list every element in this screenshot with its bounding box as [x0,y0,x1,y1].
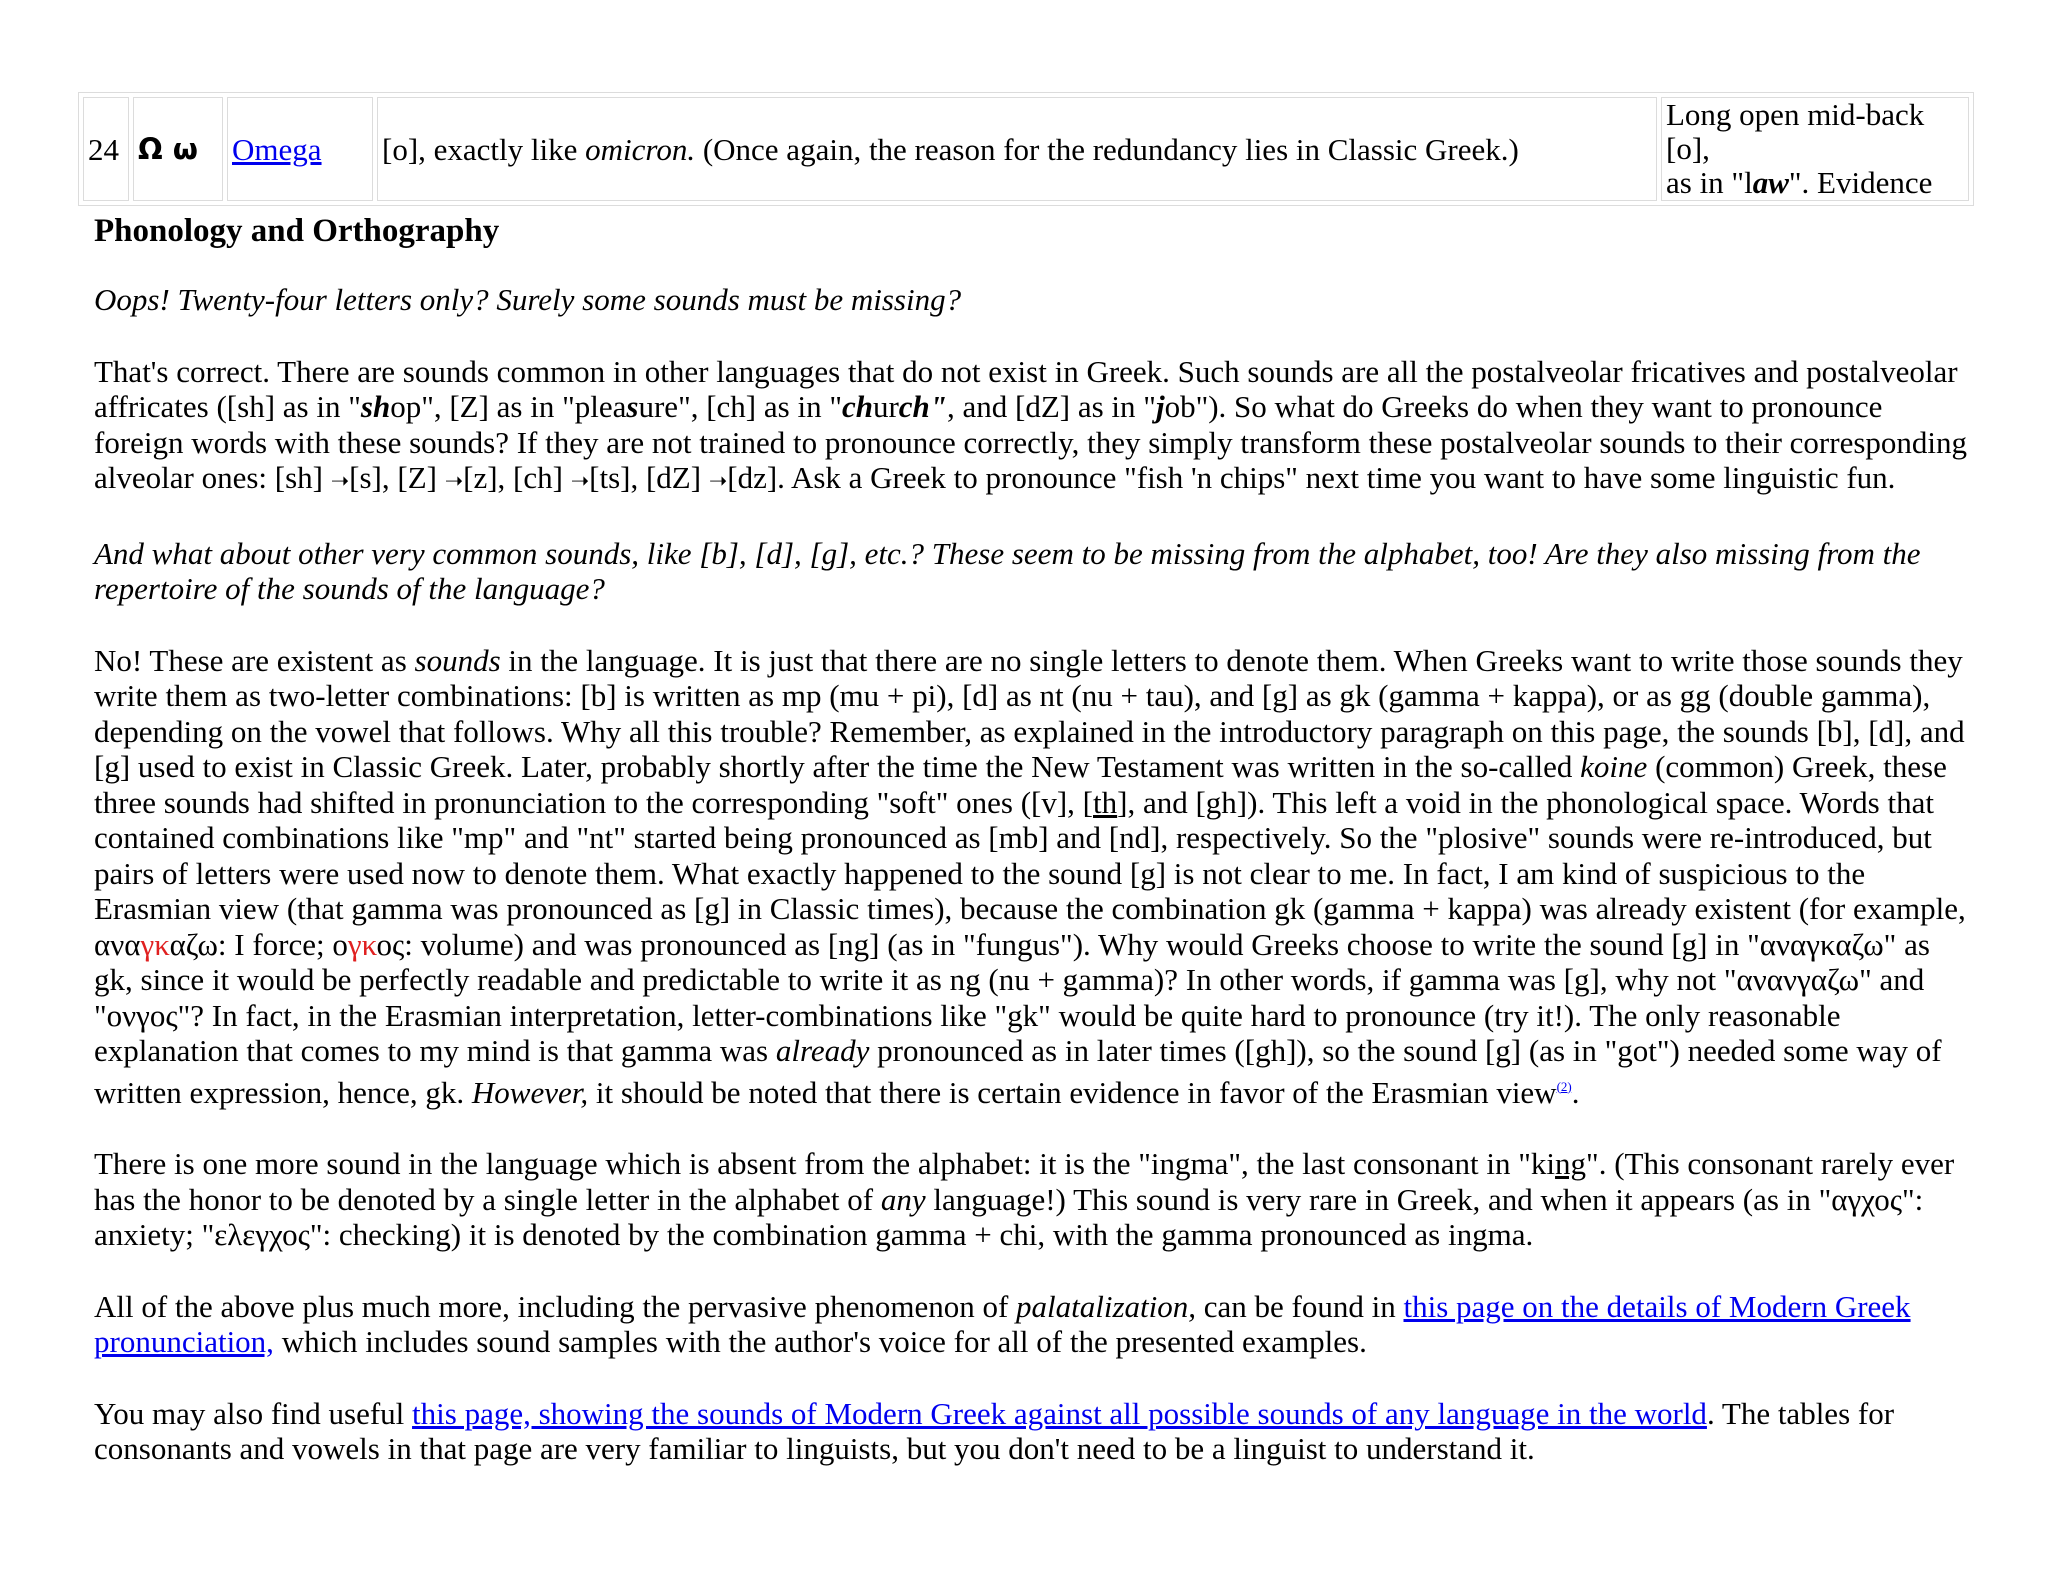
table-row [83,97,1969,201]
text: ur [872,389,899,424]
text: No! These are existent as [94,642,415,678]
emphasis: palatalization, [1016,1288,1197,1324]
text: , and [dZ] as in " [947,389,1156,424]
emphasis: sh [360,389,391,424]
omega-link[interactable]: Omega [232,131,322,167]
text: ob"). So what do Greeks do when they want to pronounce foreign words with these sounds? If they are not trained to pronounce correctly, they simply transform these postalveolar sounds to their corresponding alveolar ones: [sh] [94,389,1968,495]
text: ". (This consonant rarely ever has the honor to be denoted by a single letter in the alphabet of [94,1146,1955,1217]
letter-pronunciation-cell [1661,97,1969,201]
pronunciation-details-link[interactable]: this page on the details of Modern Greek pronunciation, [94,1288,1911,1359]
letter-description-cell [377,97,1657,201]
pronunciation-text: ". Evidence [1788,165,1933,200]
text: . The tables for consonants and vowels in that page are very familiar to linguists, but you don't need to be a linguist to understand it. [94,1395,1895,1466]
letter-glyph-cell [133,97,223,201]
paragraph-1 [94,354,1974,500]
text: (common) Greek, these three sounds had shifted in pronunciation to the corresponding "soft" ones ([v], [ [94,749,1947,820]
text: pronounced as in later times ([gh]), so the sound [g] (as in "got") needed some way of written expression, hence, gk. [94,1033,1942,1110]
text: ος: volume) and was pronounced as [ng] (as in "fungus"). Why would Greeks choose to write the sound [g] in "αναγκαζω" as gk, since it would be perfectly readable and predictable to write it as ng (nu + gamma)? In other words, if gamma was [g], why not "ανανγαζω" and "ονγος"? In fact, in the Erasmian interpretation, letter-combinations like "gk" would be quite hard to pronounce (try it!). The only reasonable explanation that comes to my mind is that gamma was [94,926,1930,1068]
question-1 [94,282,1974,318]
text: [dz]. Ask a Greek to pronounce "fish 'n chips" next time you want to have some linguistic fun. [727,460,1896,495]
text: it should be noted that there is certain evidence in favor of the Erasmian view [588,1074,1557,1110]
emphasis: j [1155,389,1165,424]
highlight-red: γκ [347,926,377,962]
emphasis: s [626,389,639,424]
description-text-suffix: (Once again, the reason for the redundancy lies in Classic Greek.) [695,131,1519,167]
arrow-icon: ➝ [708,469,728,494]
text: op", [Z] as in "plea [390,389,627,424]
letter-glyphs: Ω ω [138,132,198,166]
emphasis: already [775,1033,870,1068]
section-heading: Phonology and Orthography [94,213,500,249]
description-text: [o], exactly like [382,131,586,167]
text: αζω: I force; ο [169,926,348,962]
text: [s], [Z] [349,460,445,495]
text: language!) This sound is very rare in Greek, and when it appears (as in "αγχος": anxiety; "ελεγχος": checking) it is denoted by the combination gamma + chi, with the gamma pronounced as ingma. [94,1181,1924,1252]
letter-number: 24 [88,131,119,167]
emphasis: However, [471,1074,589,1110]
main-content [94,212,1974,1503]
paragraph-4 [94,1289,1974,1360]
description-italic: omicron. [585,131,696,167]
footnote-2 [1557,1079,1572,1094]
text: That's correct. There are sounds common in other languages that do not exist in Greek. Such sounds are all the postalveolar fricatives and postalveolar affricates ([sh] as in " [94,353,1958,424]
underlined-text: ng [1555,1146,1587,1181]
pronunciation-line1: Long open mid-back [o], [1666,97,1925,166]
sounds-comparison-link[interactable]: this page, showing the sounds of Modern Greek against all possible sounds of any language in the world [412,1395,1707,1431]
pronunciation-text: as in " [1666,165,1745,200]
arrow-icon: ➝ [330,469,350,494]
text: There is one more sound in the language which is absent from the alphabet: it is the "ingma", the last consonant in "ki [94,1146,1556,1181]
text: which includes sound samples with the author's voice for all of the presented examples. [273,1324,1367,1359]
letter-name-cell [227,97,373,201]
pronunciation-text: l [1744,165,1753,200]
text: [ts], [dZ] [589,460,709,495]
text: You may also find useful [94,1395,413,1431]
text: . [1571,1074,1580,1110]
footnote-link[interactable]: (2) [1556,1078,1572,1094]
question-2 [94,536,1974,607]
emphasis: ch [841,389,873,424]
arrow-icon: ➝ [444,469,464,494]
alphabet-table-row [78,92,1974,206]
highlight-red: γκ [140,926,170,962]
paragraph-5 [94,1396,1974,1467]
paragraph-3 [94,1146,1974,1253]
underlined-text: th [1093,784,1118,820]
emphasis: ch" [898,389,948,424]
emphasis: sounds [414,642,501,678]
text: ], and [gh]). This left a void in the phonological space. Words that contained combinations like "mp" and "nt" started being pronounced as [mb] and [nd], respectively. So the "plosive" sounds were re-introduced, but pairs of letters were used now to denote them. What exactly happened to the sound [g] is not clear to me. In fact, I am kind of suspicious to the Erasmian view (that gamma was pronounced as [g] in Classic times), because the combination gk (gamma + kappa) was already existent (for example, ανα [94,784,1966,962]
question-1-text: Oops! Twenty-four letters only? Surely some sounds must be missing? [94,282,962,317]
emphasis: koine [1580,749,1648,784]
text: can be found in [1196,1288,1404,1324]
arrow-icon: ➝ [570,469,590,494]
text: in the language. It is just that there are no single letters to denote them. When Greeks want to write those sounds they write them as two-letter combinations: [b] is written as mp (mu + pi), [d] as nt (nu + tau), and [g] as gk (gamma + kappa), or as gg (double gamma), depending on the vowel that follows. Why all this trouble? Remember, as explained in the introductory paragraph on this page, the sounds [b], [d], and [g] used to exist in Classic Greek. Later, probably shortly after the time the New Testament was written in the so-called [94,642,1965,784]
paragraph-2 [94,643,1974,1111]
question-2-text: And what about other very common sounds, like [b], [d], [g], etc.? These seem to be missing from the alphabet, too! Are they also missing from the repertoire of the sounds of the language? [94,535,1921,606]
text: [z], [ch] [463,460,571,495]
pronunciation-emphasis: aw [1752,165,1789,200]
text: ure", [ch] as in " [638,389,842,424]
text: All of the above plus much more, including the pervasive phenomenon of [94,1288,1017,1324]
letter-number-cell [83,97,129,201]
emphasis: any [880,1181,926,1217]
